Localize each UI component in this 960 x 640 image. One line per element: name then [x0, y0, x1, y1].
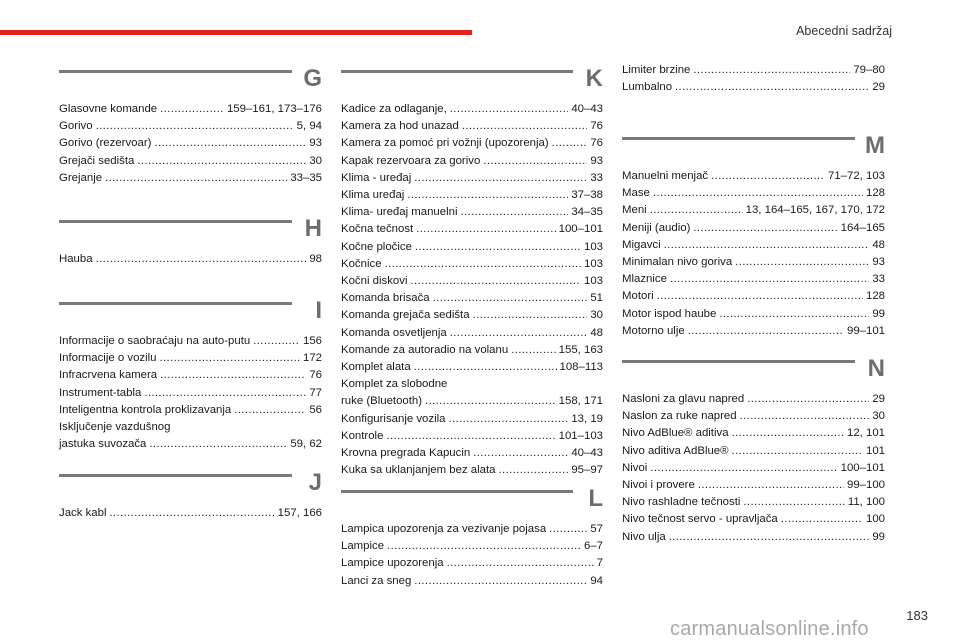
index-entry-pages: 103: [583, 240, 603, 253]
dot-leader: [160, 101, 224, 118]
index-entry-label: Nasloni za glavu napred: [622, 393, 745, 405]
index-entry: [341, 445, 603, 462]
index-entry: [622, 425, 885, 442]
index-entry-pages: 76: [309, 369, 322, 382]
dot-leader: [425, 393, 556, 410]
index-entry-label: Informacije o saobraćaju na auto-putu: [59, 335, 251, 347]
index-entry: [622, 202, 885, 219]
index-entry: [59, 402, 322, 419]
dot-leader: [473, 445, 568, 462]
index-entry-label: Kapak rezervoara za gorivo: [341, 154, 481, 167]
index-entry: [59, 153, 322, 170]
index-section-l: [341, 485, 603, 590]
dot-leader: [253, 333, 300, 350]
index-entry-pages: 157, 166: [277, 507, 322, 519]
index-entry: [341, 573, 603, 590]
index-entry: [341, 325, 603, 342]
index-entry-label: Glasovne komande: [59, 103, 158, 115]
index-entry-label: Informacije o vozilu: [59, 352, 157, 365]
index-entry: [341, 204, 603, 221]
index-entry-pages: 101–103: [558, 429, 603, 442]
index-entry-pages: 93: [590, 154, 603, 167]
index-entry: [622, 168, 885, 185]
dot-leader: [552, 135, 588, 152]
index-section-j: [59, 469, 322, 522]
index-entry-pages: 101: [865, 444, 885, 457]
index-entry-pages: 71–72, 103: [827, 170, 885, 182]
index-entry: [341, 342, 603, 359]
section-header: [59, 297, 322, 330]
index-entry-pages: 98: [309, 253, 322, 265]
index-entry-label: Lampica upozorenja za vezivanje pojasa: [341, 523, 547, 535]
index-entry-pages: 12, 101: [846, 427, 885, 440]
index-section-n: [622, 355, 885, 546]
index-entry-label: Kočna tečnost: [341, 223, 414, 236]
index-entry-pages: 93: [309, 137, 322, 150]
index-entry-label: Klima - uređaj: [341, 171, 412, 184]
index-entry-pages: 128: [865, 290, 885, 303]
section-letter: K: [585, 65, 603, 92]
index-entry: [341, 428, 603, 445]
index-entry-pages: 30: [309, 154, 322, 167]
index-entry-label: Komande za autoradio na volanu: [341, 343, 509, 356]
index-entry: [622, 408, 885, 425]
index-entry-label: Lampice upozorenja: [341, 557, 444, 570]
dot-leader: [385, 256, 581, 273]
index-entry-pages: 48: [590, 326, 603, 339]
dot-leader: [137, 153, 306, 170]
index-entry-label: Kadice za odlaganje,: [341, 103, 447, 115]
index-entry-label: Lampice: [341, 540, 385, 553]
dot-leader: [450, 101, 569, 118]
index-entry: [341, 101, 603, 118]
index-entry-pages: 5, 94: [296, 120, 322, 133]
index-entry: [341, 118, 603, 135]
index-entry-label: Klima- uređaj manuelni: [341, 206, 458, 219]
index-entry-label: Manuelni menjač: [622, 170, 709, 182]
index-entry-pages: 108–113: [559, 361, 603, 374]
index-entry-label: Migavci: [622, 238, 661, 251]
index-entry-label: Nivo aditiva AdBlue®: [622, 444, 729, 457]
dot-leader: [433, 290, 588, 307]
dot-leader: [448, 411, 568, 428]
section-divider: [59, 70, 292, 73]
dot-leader: [416, 221, 555, 238]
index-entry-label: Grejači sedišta: [59, 154, 135, 167]
index-entry-pages: 158, 171: [558, 395, 603, 408]
dot-leader: [650, 460, 837, 477]
index-entry-label: Konfigurisanje vozila: [341, 412, 446, 425]
index-entry-label: Nivo ulja: [622, 530, 666, 543]
index-entry-pages: 57: [590, 523, 603, 535]
dot-leader: [675, 79, 869, 96]
index-entry-label: Kuka sa uklanjanjem bez alata: [341, 464, 496, 477]
dot-leader: [415, 239, 581, 256]
section-divider: [59, 302, 292, 305]
dot-leader: [234, 402, 306, 419]
index-entry: [622, 237, 885, 254]
section-header: [341, 485, 603, 518]
index-entry-pages: 29: [872, 81, 885, 94]
index-entry-label: Nivo rashladne tečnosti: [622, 496, 741, 509]
index-entry: [341, 411, 603, 428]
index-entry: [59, 333, 322, 350]
index-entry-label: Mase: [622, 187, 650, 200]
index-entry-pages: 128: [865, 187, 885, 200]
page-number: 183: [906, 608, 928, 623]
index-entry-label: Gorivo: [59, 120, 93, 133]
index-entry: [59, 505, 322, 522]
dot-leader: [653, 185, 863, 202]
dot-leader: [688, 323, 844, 340]
section-letter: G: [303, 65, 322, 92]
index-entry-pages: 33: [872, 273, 885, 286]
dot-leader: [109, 505, 274, 522]
dot-leader: [407, 187, 568, 204]
dot-leader: [664, 237, 870, 254]
section-letter: N: [867, 355, 885, 382]
index-entry-pages: 56: [309, 403, 322, 416]
index-section-g: [59, 65, 322, 187]
index-entry-label: Motor ispod haube: [622, 307, 717, 320]
index-entry: [622, 62, 885, 79]
dot-leader: [711, 168, 825, 185]
index-entry: [622, 254, 885, 271]
index-entry-label: Isključenje vazdušnog: [59, 421, 171, 434]
index-entry-pages: 95–97: [571, 464, 603, 477]
index-entry-label: Gorivo (rezervoar): [59, 137, 152, 150]
index-entry-label: Naslon za ruke napred: [622, 410, 737, 423]
index-section-continued: [622, 62, 885, 96]
index-entry-label: Kočne pločice: [341, 240, 412, 253]
index-entry-pages: 34–35: [571, 206, 603, 219]
index-entry-pages: 76: [590, 120, 603, 133]
section-header: [59, 65, 322, 98]
index-entry-label: Komanda brisača: [341, 292, 430, 305]
index-entry-pages: 40–43: [571, 103, 603, 115]
section-letter: J: [308, 469, 322, 496]
index-entry-pages: 100: [865, 513, 885, 526]
dot-leader: [511, 342, 555, 359]
index-entry-pages: 40–43: [571, 447, 603, 460]
dot-leader: [732, 443, 863, 460]
dot-leader: [657, 288, 863, 305]
dot-leader: [693, 62, 850, 79]
section-divider: [341, 70, 573, 73]
dot-leader: [740, 408, 870, 425]
section-header: [59, 215, 322, 248]
dot-leader: [483, 153, 587, 170]
index-section-k: [341, 65, 603, 479]
index-entry-label: Kontrole: [341, 429, 384, 442]
dot-leader: [387, 538, 581, 555]
index-entry: [341, 135, 603, 152]
dot-leader: [96, 251, 307, 268]
index-entry: [622, 306, 885, 323]
index-entry: [59, 251, 322, 268]
index-entry: [59, 101, 322, 118]
index-entry-label: Mlaznice: [622, 273, 667, 286]
dot-leader: [414, 170, 587, 187]
index-entry-pages: 103: [583, 257, 603, 270]
index-entry-pages: 159–161, 173–176: [226, 103, 322, 115]
section-header: [622, 355, 885, 388]
index-entry: [341, 307, 603, 324]
section-letter: H: [304, 215, 322, 242]
section-divider: [341, 490, 573, 493]
index-section-h: [59, 215, 322, 268]
header-accent-bar: [0, 30, 472, 35]
index-entry: [59, 135, 322, 152]
index-entry-pages: 172: [302, 352, 322, 365]
section-letter: I: [315, 297, 322, 324]
index-entry-label: Lanci za sneg: [341, 574, 412, 587]
index-entry-pages: 33: [590, 171, 603, 184]
dot-leader: [473, 307, 588, 324]
section-header: [622, 132, 885, 165]
index-entry-label: Nivoi: [622, 461, 648, 474]
index-entry: [59, 385, 322, 402]
index-entry-pages: 103: [583, 275, 603, 288]
dot-leader: [105, 170, 287, 187]
index-entry: [341, 521, 603, 538]
index-entry: [341, 555, 603, 572]
index-entry-pages: 99–100: [846, 479, 885, 492]
index-entry-label: ruke (Bluetooth): [341, 395, 423, 408]
index-entry-label: Instrument-tabla: [59, 386, 142, 399]
index-entry-label: Kamera za pomoć pri vožnji (upozorenja): [341, 137, 549, 150]
dot-leader: [698, 477, 844, 494]
index-entry: [341, 538, 603, 555]
dot-leader: [447, 555, 594, 572]
index-entry-pages: 59, 62: [290, 438, 322, 451]
index-entry-label: Hauba: [59, 253, 93, 265]
dot-leader: [743, 494, 844, 511]
index-entry: [622, 79, 885, 96]
index-entry-label: Komplet za slobodne: [341, 378, 448, 391]
index-entry-label: Inteligentna kontrola proklizavanja: [59, 403, 232, 416]
dot-leader: [414, 573, 587, 590]
index-entry-pages: 13, 164–165, 167, 170, 172: [745, 204, 885, 217]
index-entry: [341, 221, 603, 238]
index-entry-label: Klima uređaj: [341, 189, 405, 202]
index-entry: [59, 118, 322, 135]
dot-leader: [781, 511, 863, 528]
index-entry: [622, 511, 885, 528]
page-header-title: Abecedni sadržaj: [796, 24, 892, 38]
index-entry-label: Grejanje: [59, 171, 103, 184]
index-entry-label: Motori: [622, 290, 654, 303]
index-entry-label: Nivoi i provere: [622, 479, 695, 492]
index-entry-pages: 100–101: [558, 223, 603, 236]
dot-leader: [149, 436, 287, 453]
dot-leader: [160, 350, 300, 367]
index-entry: [59, 170, 322, 187]
section-divider: [622, 137, 855, 140]
dot-leader: [670, 271, 869, 288]
index-entry-pages: 11, 100: [847, 496, 885, 509]
index-entry: [622, 529, 885, 546]
index-entry: [622, 391, 885, 408]
index-entry-label: Kočnice: [341, 257, 382, 270]
index-section-m: [622, 132, 885, 340]
dot-leader: [732, 425, 844, 442]
watermark: carmanualsonline.info: [670, 618, 869, 640]
dot-leader: [461, 204, 569, 221]
dot-leader: [747, 391, 869, 408]
index-entry-label: jastuka suvozača: [59, 438, 147, 451]
index-entry-pages: 6–7: [583, 540, 603, 553]
dot-leader: [719, 306, 869, 323]
index-entry-pages: 99: [872, 307, 885, 320]
index-entry-label: Komanda grejača sedišta: [341, 309, 470, 322]
index-entry: [59, 350, 322, 367]
index-entry-pages: 13, 19: [571, 412, 603, 425]
index-entry-pages: 33–35: [290, 171, 322, 184]
index-entry-label: Kamera za hod unazad: [341, 120, 459, 133]
index-entry: [341, 256, 603, 273]
index-entry-pages: 30: [590, 309, 603, 322]
index-entry: [341, 170, 603, 187]
index-entry-pages: 155, 163: [558, 343, 603, 356]
index-entry: [622, 220, 885, 237]
dot-leader: [160, 367, 306, 384]
index-entry-pages: 94: [590, 574, 603, 587]
index-entry-pages: 37–38: [571, 189, 603, 202]
index-entry-label: Nivo tečnost servo - upravljača: [622, 513, 778, 526]
index-entry-pages: 51: [590, 292, 603, 305]
dot-leader: [154, 135, 306, 152]
index-entry-label: Nivo AdBlue® aditiva: [622, 427, 729, 440]
index-entry-pages: 77: [309, 386, 322, 399]
index-entry-label: Infracrvena kamera: [59, 369, 158, 382]
index-entry: [622, 288, 885, 305]
index-entry-pages: 93: [872, 256, 885, 269]
section-divider: [59, 474, 292, 477]
index-entry-pages: 76: [590, 137, 603, 150]
index-entry-pages: 164–165: [840, 221, 885, 234]
index-entry-pages: 100–101: [840, 461, 885, 474]
index-entry-label: Limiter brzine: [622, 64, 691, 76]
index-entry: [341, 153, 603, 170]
dot-leader: [693, 220, 837, 237]
index-entry-pages: 99–101: [846, 324, 885, 337]
index-entry: [622, 185, 885, 202]
index-entry: [341, 393, 603, 410]
dot-leader: [414, 359, 557, 376]
index-entry-pages: 99: [872, 530, 885, 543]
index-entry-label: Jack kabl: [59, 507, 107, 519]
dot-leader: [549, 521, 587, 538]
dot-leader: [462, 118, 588, 135]
index-entry-pages: 156: [302, 335, 322, 347]
index-entry-label: Meni: [622, 204, 647, 217]
index-entry-label: Komplet alata: [341, 361, 411, 374]
index-entry-pages: 7: [596, 557, 603, 570]
section-header: [59, 469, 322, 502]
index-entry: [622, 494, 885, 511]
dot-leader: [96, 118, 294, 135]
section-header: [341, 65, 603, 98]
index-entry: [341, 290, 603, 307]
index-entry: [622, 323, 885, 340]
dot-leader: [735, 254, 869, 271]
index-entry: [341, 462, 603, 479]
index-entry-label: Lumbalno: [622, 81, 673, 94]
index-entry: [622, 477, 885, 494]
index-entry: [622, 460, 885, 477]
index-section-i: [59, 297, 322, 453]
dot-leader: [499, 462, 569, 479]
index-entry-pages: 29: [872, 393, 885, 405]
dot-leader: [386, 428, 555, 445]
index-entry-label: Motorno ulje: [622, 324, 685, 337]
index-entry-label: Krovna pregrada Kapucin: [341, 447, 471, 460]
section-divider: [622, 360, 855, 363]
index-entry: [622, 271, 885, 288]
dot-leader: [650, 202, 743, 219]
index-entry-label: Meniji (audio): [622, 221, 691, 234]
index-entry: [341, 273, 603, 290]
index-entry: [622, 443, 885, 460]
section-letter: M: [865, 132, 885, 159]
dot-leader: [450, 325, 588, 342]
index-entry: [341, 239, 603, 256]
section-letter: L: [588, 485, 603, 512]
index-entry: [341, 187, 603, 204]
dot-leader: [410, 273, 581, 290]
index-entry: [59, 367, 322, 384]
index-entry-label: Minimalan nivo goriva: [622, 256, 733, 269]
index-entry-pages: 48: [872, 238, 885, 251]
index-entry: [341, 359, 603, 376]
index-entry: [59, 436, 322, 453]
index-entry-pages: 30: [872, 410, 885, 423]
section-divider: [59, 220, 292, 223]
dot-leader: [669, 529, 870, 546]
index-entry-pages: 79–80: [853, 64, 885, 76]
dot-leader: [144, 385, 306, 402]
index-entry-label: Kočni diskovi: [341, 275, 408, 288]
index-entry-label: Komanda osvetljenja: [341, 326, 447, 339]
